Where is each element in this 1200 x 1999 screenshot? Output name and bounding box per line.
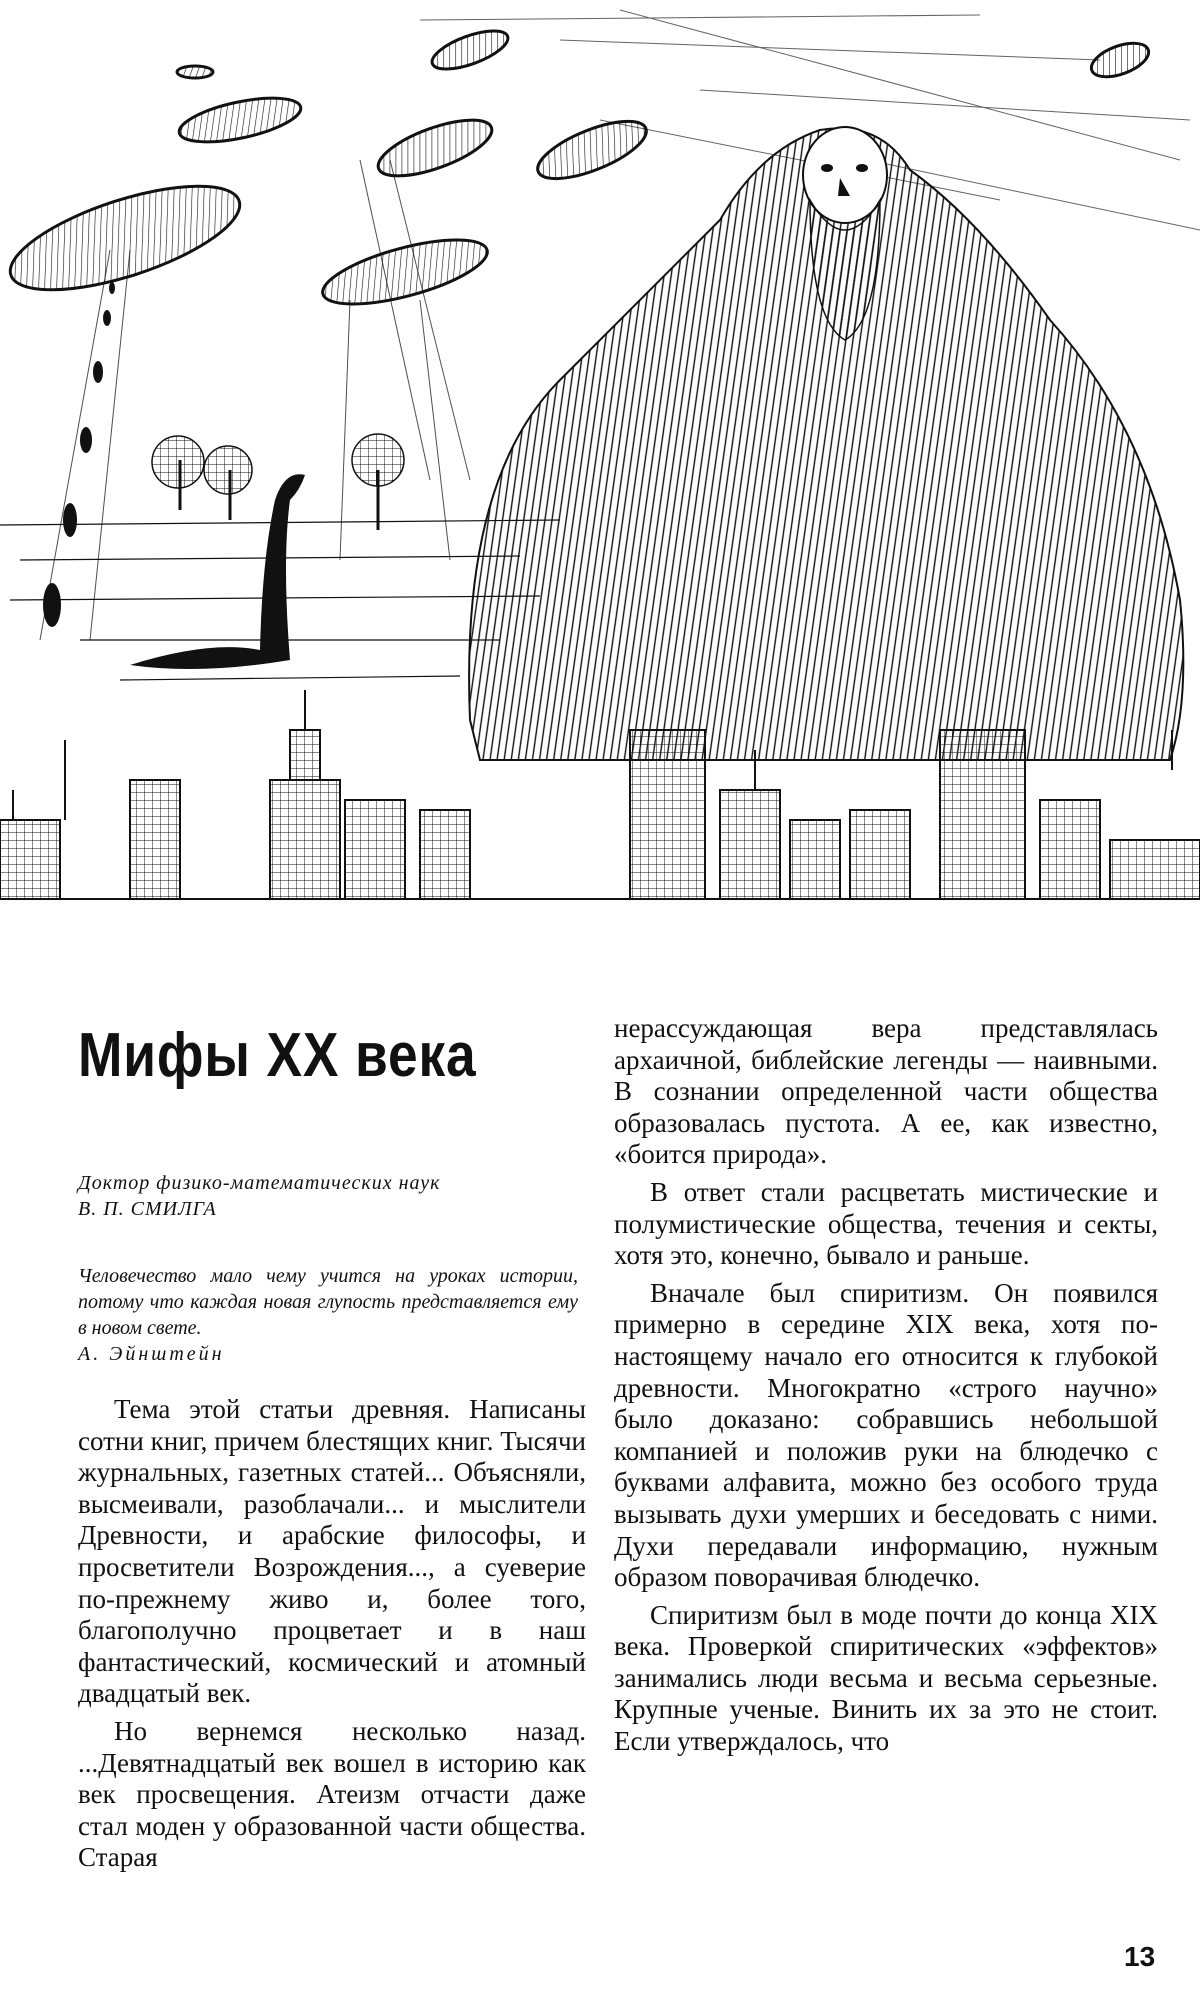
paragraph: Тема этой статьи древняя. Написаны сотни книг, причем блестящих книг. Тысячи журнальных, газетных статей... Объясняли, высмеивали, разоблачали... и мыслители Древности, и арабские философы, и просветители Возрождения..., а суеверие по-прежнему живо и, более того, благополучно процветает и в наш фантастический, космический и атомный двадцатый век.	[78, 1394, 586, 1709]
epigraph	[78, 1263, 578, 1367]
epigraph-quote: Человечество мало чему учится на уроках истории, потому что каждая новая глупость представляется ему в новом свете.	[78, 1265, 578, 1339]
author-byline	[78, 1170, 578, 1222]
illustration-myths	[0, 0, 1200, 900]
author-credentials: Доктор физико-математических наук	[78, 1172, 441, 1194]
paragraph-continuation: нерассуждающая вера представлялась архаичной, библейские легенды — наивными. В сознании определенной части общества образовалась пустота. А ее, как известно, «боится природа».	[614, 1013, 1158, 1170]
paragraph: Но вернемся несколько назад. ...Девятнадцатый век вошел в историю как век просвещения. Атеизм отчасти даже стал моден у образованной части общества. Старая	[78, 1715, 586, 1873]
paragraph: Вначале был спиритизм. Он появился примерно в середине XIX века, хотя по-настоящему начало его относится к глубокой древности. Многократно «строго научно» было доказано: собравшись небольшой компанией и положив руки на блюдечко с буквами алфавита, можно без особого труда вызывать духи умерших и беседовать с ними. Духи передавали информацию, нужным образом поворачивая блюдечко.	[614, 1277, 1158, 1593]
author-name: В. П. СМИЛГА	[78, 1198, 217, 1220]
epigraph-author: А. Эйнштейн	[78, 1343, 225, 1365]
tree-crowns	[152, 434, 404, 494]
text-column-right	[614, 1013, 1158, 1758]
paragraph: В ответ стали расцветать мистические и полумистические общества, течения и секты, хотя это, конечно, бывало и раньше.	[614, 1176, 1158, 1271]
ink-drawing	[0, 0, 1200, 900]
article-title: Мифы XX века	[78, 1021, 477, 1090]
text-column-left	[78, 1394, 586, 1874]
abducted-figures	[43, 282, 115, 627]
page-number: 13	[1124, 1941, 1156, 1972]
paragraph: Спиритизм был в моде почти до конца XIX века. Проверкой спиритических «эффектов» занимались люди весьма и весьма серьезные. Крупные ученые. Винить их за это не стоит. Если утверждалось, что	[614, 1599, 1158, 1757]
